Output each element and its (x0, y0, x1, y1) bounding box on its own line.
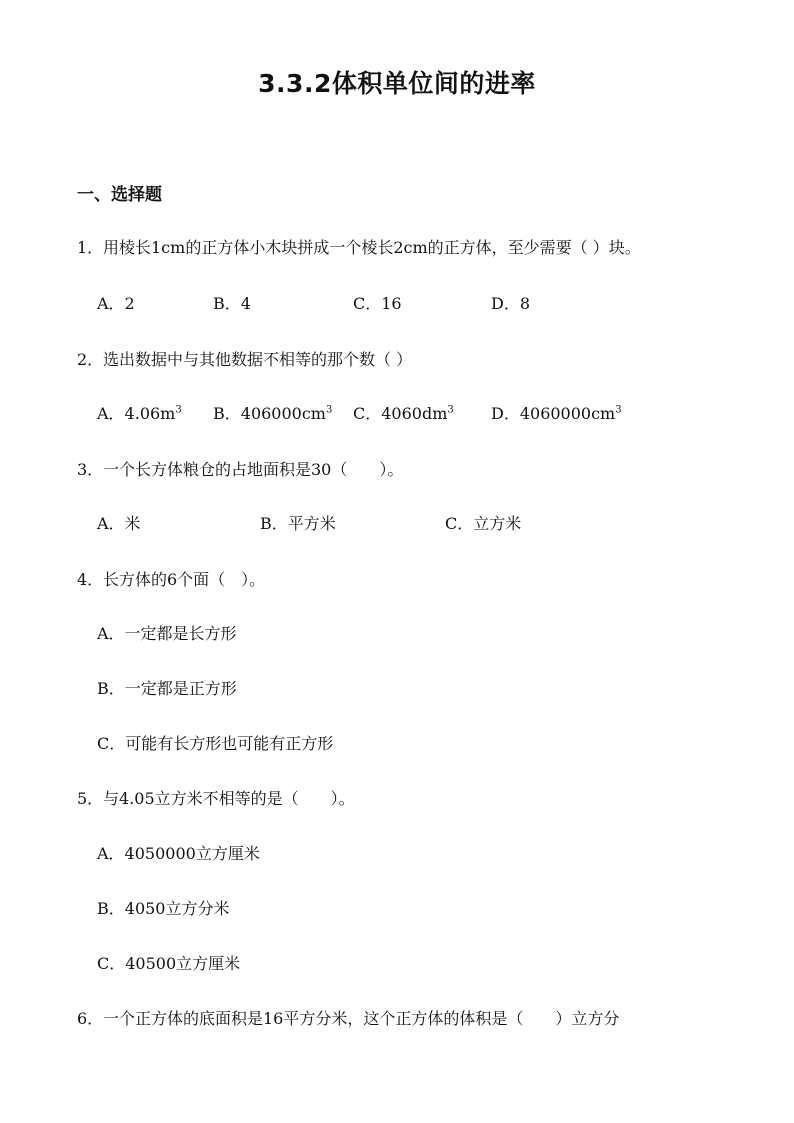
page-title: 3.3.2体积单位间的进率 (258, 69, 536, 98)
option-label: C．4060dm (353, 404, 448, 423)
question-6 (77, 1006, 619, 1029)
option-2c[interactable] (353, 401, 454, 424)
question-number: 4． (77, 570, 104, 589)
option-4c[interactable]: C．可能有长方形也可能有正方形 (97, 734, 334, 753)
option-label: B．406000cm (213, 404, 326, 423)
question-number: 6． (77, 1009, 104, 1028)
option-3a[interactable]: A．米 (97, 514, 141, 533)
section-heading: 一、选择题 (77, 185, 162, 205)
option-5b[interactable]: B．4050立方分米 (97, 899, 230, 918)
option-1b[interactable]: B．4 (213, 294, 251, 313)
question-2 (77, 347, 412, 370)
option-2d[interactable] (491, 401, 622, 424)
question-text: 与4.05立方米不相等的是（ ）。 (103, 789, 355, 808)
option-5a[interactable]: A．4050000立方厘米 (97, 844, 260, 863)
superscript: 3 (615, 404, 622, 416)
superscript: 3 (175, 404, 182, 416)
option-label: D．4060000cm (491, 404, 616, 423)
option-2a[interactable] (97, 401, 182, 424)
option-1d[interactable]: D．8 (491, 294, 531, 313)
option-3c[interactable]: C．立方米 (445, 514, 522, 533)
question-text: 用棱长1cm的正方体小木块拼成一个棱长2cm的正方体，至少需要（ ）块。 (103, 238, 641, 257)
option-2b[interactable] (213, 401, 332, 424)
option-1c[interactable]: C．16 (353, 294, 402, 313)
superscript: 3 (325, 404, 333, 416)
question-1 (77, 235, 641, 258)
option-5c[interactable]: C．40500立方厘米 (97, 954, 241, 973)
question-number: 3． (77, 460, 104, 479)
question-4 (77, 567, 265, 590)
question-text: 一个正方体的底面积是16平方分米，这个正方体的体积是（ ）立方分 (103, 1009, 620, 1028)
question-number: 2． (77, 350, 104, 369)
option-4a[interactable]: A．一定都是长方形 (97, 624, 237, 643)
question-number: 5． (77, 789, 104, 808)
option-3b[interactable]: B．平方米 (260, 514, 336, 533)
option-1a[interactable]: A．2 (97, 294, 135, 313)
question-text: 选出数据中与其他数据不相等的那个数（ ） (103, 350, 413, 369)
question-5 (77, 786, 355, 809)
option-label: A．4.06m (97, 404, 176, 423)
superscript: 3 (447, 404, 454, 416)
question-3 (77, 457, 403, 480)
question-text: 一个长方体粮仓的占地面积是30（ ）。 (103, 460, 404, 479)
option-4b[interactable]: B．一定都是正方形 (97, 679, 237, 698)
question-text: 长方体的6个面（ ）。 (103, 570, 266, 589)
question-number: 1． (77, 238, 104, 257)
